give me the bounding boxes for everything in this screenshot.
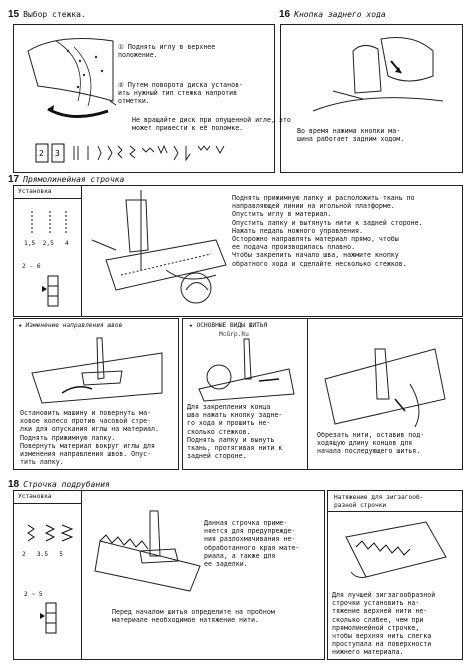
cut-thread-text: Обрезать нити, оставив под- ходящую длину концов для начала последующего шитья. [317,431,425,456]
section-17-box [13,185,463,317]
zigzag-stitch-icon [24,523,74,553]
stitch-widths-18: 2 3.5 5 [22,551,63,558]
tension-text: Для лучшей зигзагообразной строчки установить на- тяжение верхней нити не- сколько слабее, чем при прямолинейной строчке, чтобы верхняя нить слегка проступала на поверхности нижнего материала. [332,591,436,657]
tension-box [327,490,463,660]
step-1-icon: ① [118,43,124,51]
warning-text: Не вращайте диск при опущенной игле, это может привести к её поломке. [132,116,291,133]
section-15-number: 15 [8,9,20,20]
direction-title [18,322,122,330]
section-16-number: 16 [279,9,291,20]
fabric-zigzag-illustration [336,517,456,587]
star-icon: ★ [18,322,22,329]
direction-heading: Изменение направления швов [25,322,123,329]
dial-illustration [18,31,118,121]
reverse-button-illustration [293,31,453,116]
stitch-range-18: 2 ~ 5 [24,591,43,598]
step-2-label: Путем поворота диска установ- ить нужный тип стежка напротив отметки. [118,81,244,106]
straight-stitch-steps: Поднять прижимную лапку и расположить ткань по направляющей линии на игольной платформе. Опустить иглу в материал. Опустить лапку и вытянуть нити к задней стороне. Нажать педаль ножного управления. Осторожно направлять материал прямо, чтобы ее подача производилась плавно. Чтобы закрепить начало шва, нажмите кнопку обратного хода и сделайте несколько стежков. [232,194,423,268]
overcast-illustration [90,511,210,601]
svg-text:2: 2 [39,149,44,158]
section-18-heading: Строчка подрубания [23,480,110,489]
install-panel-17 [14,186,82,317]
install-panel-18 [14,491,82,660]
dial-setting-icon [42,274,72,314]
install-label-17: Установка [18,188,52,195]
stitch-pattern-strip [34,142,234,164]
section-17-title [8,174,124,185]
overcast-text: Данная строчка приме- няется для предупрежде- ния разлохмачивания не- обработанного края мате- риала, а также для ее заделки. [204,519,300,569]
section-16-title [279,9,386,20]
svg-text:3: 3 [55,149,60,158]
dial-setting-icon-18 [40,601,70,641]
stitch-range-17: 2 - 6 [22,263,41,270]
section-18-box [13,490,325,660]
step-1-text [118,43,215,59]
cut-thread-illustration [315,339,455,429]
basic-title [189,322,267,330]
direction-box [13,318,179,470]
section-17-number: 17 [8,174,20,185]
tension-note: Перед началом шитья определите на пробном материале необходимое натяжение нити. [112,608,275,625]
basic-divider [307,319,308,469]
tension-title: Натяжение для зигзагооб- разной строчки [334,494,424,509]
straight-stitch-icon [26,211,76,241]
step-1-label: Поднять иглу в верхнее положение. [118,43,216,60]
section-17-heading: Прямолинейная строчка [23,175,125,184]
lock-stitch-illustration [189,339,299,404]
step-2-text [118,81,243,106]
direction-illustration [22,333,172,408]
basic-heading: ОСНОВНЫЕ ВИДЫ ШИТЬЯ [196,322,268,329]
presser-foot-illustration [86,190,236,310]
section-15-heading: Выбор стежка. [23,10,86,19]
watermark: McGrp.Ru [219,331,249,338]
section-18-number: 18 [8,479,20,490]
direction-text: Остановить машину и повернуть ма- ховое колесо против часовой стре- лки для опускания иглы на материал. Поднять прижимную лапку. Повернуть материал вокруг иглы для изменения направления швов. Опус- тить лапку. [20,409,159,467]
section-16-box [280,24,463,173]
reverse-text: Во время нажима кнопки ма- шина работает задним ходом. [297,127,405,144]
section-18-title [8,479,110,490]
star-icon: ★ [189,322,193,329]
section-16-heading: Кнопка заднего хода [294,10,386,19]
basic-box [182,318,463,470]
section-15-box [13,24,291,173]
step-2-icon: ② [118,81,124,89]
install-label-18: Установка [18,493,52,500]
section-15-title [8,9,86,20]
lock-stitch-text: Для закрепления конца шва нажать кнопку задне- го хода и прошить не- сколько стежков. Поднять лапку и вынуть ткань, протягивая нити к задней стороне. [187,403,283,461]
stitch-widths-17: 1,5 2,5 4 [24,240,69,247]
